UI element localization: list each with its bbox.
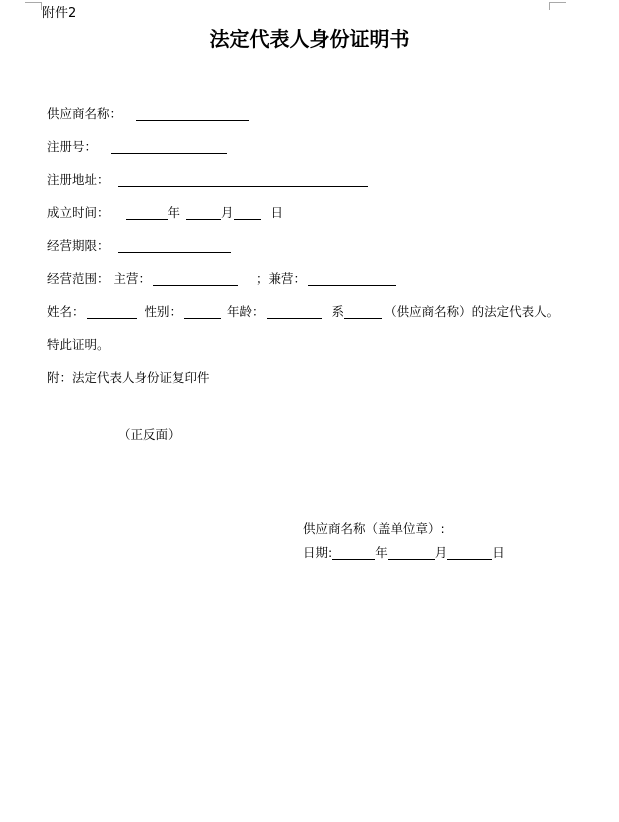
field-line-business-term	[47, 237, 231, 254]
spacer	[122, 117, 136, 118]
age-label: 年龄：	[227, 304, 265, 319]
establish-month-blank	[186, 205, 221, 220]
name-label: 姓名：	[47, 304, 85, 319]
certify-statement: 特此证明。	[47, 337, 110, 352]
business-term-blank	[118, 238, 231, 253]
month-label: 月	[221, 205, 234, 220]
date-label: 日期:	[303, 545, 333, 560]
date-month-blank	[388, 545, 435, 560]
gender-blank	[184, 304, 221, 319]
field-line-business-scope	[47, 270, 396, 287]
age-blank	[267, 304, 322, 319]
name-blank	[87, 304, 137, 319]
signature-label: 供应商名称（盖单位章）:	[303, 521, 445, 536]
document-title: 法定代表人身份证明书	[209, 27, 410, 51]
registration-no-blank	[111, 139, 227, 154]
registered-address-label: 注册地址：	[47, 172, 110, 187]
side-business-label: ；兼营：	[256, 271, 307, 286]
establish-year-blank	[126, 205, 168, 220]
date-day-label: 日	[492, 545, 505, 560]
field-line-registered-address	[47, 171, 368, 188]
page-corner-mark-right	[549, 2, 566, 10]
affiliation-suffix: （供应商名称）的法定代表人。	[384, 304, 560, 319]
affiliation-blank	[344, 304, 382, 319]
date-month-label: 月	[434, 545, 448, 560]
date-day-blank	[447, 545, 492, 560]
registration-no-label: 注册号：	[47, 139, 98, 154]
spacer	[261, 216, 271, 217]
attachment-label: 附件2	[42, 6, 77, 21]
affiliation-prefix: 系	[331, 304, 345, 319]
attachment-note: 附：法定代表人身份证复印件	[47, 370, 210, 385]
both-sides-note: （正反面）	[118, 427, 181, 442]
spacer	[238, 282, 256, 283]
page-corner-mark-left	[25, 2, 42, 10]
spacer	[137, 315, 145, 316]
day-label: 日	[270, 205, 284, 220]
establish-day-blank	[234, 205, 261, 220]
spacer	[322, 315, 332, 316]
field-line-registration-no	[47, 138, 227, 155]
main-business-label: 主营：	[113, 271, 152, 286]
gender-label: 性别：	[144, 304, 183, 319]
main-business-blank	[153, 271, 238, 286]
spacer	[110, 183, 118, 184]
side-business-blank	[308, 271, 396, 286]
registered-address-blank	[118, 172, 368, 187]
field-line-date	[303, 544, 505, 561]
field-line-representative	[47, 303, 559, 320]
year-label: 年	[167, 205, 181, 220]
date-year-blank	[332, 545, 375, 560]
supplier-name-blank	[136, 106, 249, 121]
field-line-supplier-name	[47, 105, 249, 122]
date-year-label: 年	[375, 545, 388, 560]
spacer	[97, 150, 111, 151]
field-line-establish-date	[47, 204, 283, 221]
establish-date-label: 成立时间：	[47, 205, 110, 220]
spacer	[110, 249, 118, 250]
business-scope-label: 经营范围：	[47, 271, 110, 286]
supplier-name-label: 供应商名称：	[47, 106, 123, 121]
business-term-label: 经营期限：	[47, 238, 110, 253]
spacer	[110, 216, 126, 217]
